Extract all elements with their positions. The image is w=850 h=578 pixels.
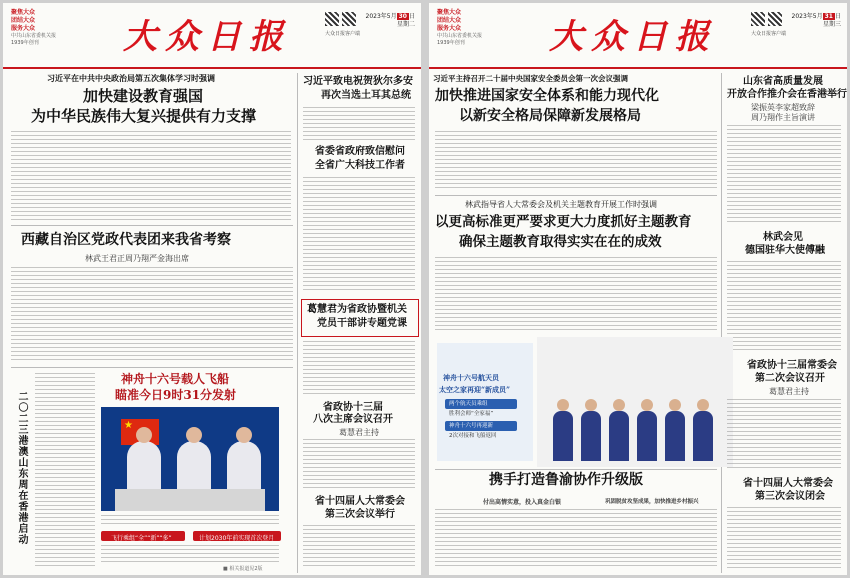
qr-codes [751, 11, 787, 37]
right-headline-8: 第三次会议闭会 [755, 491, 825, 502]
article-body [303, 177, 415, 293]
publisher: 中共山东省委机关报 [11, 33, 57, 39]
date-suffix: 日 [408, 13, 415, 20]
article-body [101, 545, 279, 563]
right-headline-7: 省十四届人大常委会 [743, 478, 833, 489]
masthead [3, 3, 421, 68]
shenzhou-headline-1: 神舟十六号载人飞船 [121, 372, 230, 386]
photo-tag-1: 两个航天员乘组 [449, 401, 488, 407]
weekday: 星期二 [396, 21, 415, 28]
weekday: 星期三 [822, 21, 841, 28]
astronaut-figure [637, 411, 657, 461]
qr-code-icon [751, 12, 765, 26]
headline-line-2: 为中华民族伟大复兴提供有力支撑 [31, 107, 257, 125]
space-station-photo [537, 337, 733, 467]
article-body [435, 131, 717, 191]
publisher: 中共山东省委机关报 [437, 33, 483, 39]
slogans [437, 9, 482, 47]
brand-logo: 大众日报 [123, 17, 291, 57]
article-body [727, 261, 841, 351]
qr-code-icon [325, 12, 339, 26]
date-prefix: 2023年5月 [791, 13, 823, 20]
lead-line: 习近平主持召开二十届中央国家安全委员会第一次会议强调 [433, 74, 628, 83]
article-body [435, 509, 717, 569]
right-headline-5: 省政协十三届 [323, 402, 383, 413]
slogans [11, 9, 56, 47]
headline-line-1: 加快建设教育强国 [83, 87, 204, 105]
right-headline-8: 第三次会议举行 [325, 509, 395, 520]
box-headline-2: 党员干部讲专题党课 [317, 318, 407, 329]
headline-2-line-2: 确保主题教育取得实实在在的成效 [459, 234, 662, 250]
headline-line-2: 以新安全格局保障新发展格局 [459, 108, 641, 124]
box-headline-1: 葛慧君为省政协暨机关 [307, 304, 407, 315]
right-subhead-2: 梁振英李家超致辞 [751, 103, 815, 112]
right-subhead-6: 葛慧君主持 [769, 387, 809, 396]
astronaut-figure [609, 411, 629, 461]
masthead-rule [429, 67, 847, 69]
article-body [303, 341, 415, 395]
slogan-1: 聚焦大众 [437, 9, 462, 16]
right-headline-7: 省十四届人大常委会 [315, 496, 405, 507]
date-day: 31 [824, 13, 833, 20]
brand-logo: 大众日报 [549, 17, 717, 57]
section-rule [11, 225, 293, 226]
section-rule [435, 195, 717, 196]
article-body [727, 399, 841, 471]
section-rule [11, 367, 293, 368]
right-headline-6: 第二次会议召开 [755, 373, 825, 384]
vertical-headline: 二〇二三港澳山东周在香港启动 [16, 391, 27, 545]
photo-caption-text [101, 515, 279, 527]
article-body [11, 131, 291, 221]
right-headline-4: 德国驻华大使傅融 [745, 245, 825, 256]
date-suffix: 日 [834, 13, 841, 20]
slogan-3: 服务大众 [11, 25, 36, 32]
photo-tag-2: 胜利会师“全家福” [449, 411, 494, 417]
right-headline-1: 山东省高质量发展 [743, 76, 823, 87]
date-block [366, 13, 415, 29]
headline-line-1: 加快推进国家安全体系和能力现代化 [435, 88, 659, 104]
masthead [429, 3, 847, 68]
right-headline-3: 林武会见 [763, 232, 803, 243]
date-block [792, 13, 841, 29]
section-rule [435, 469, 717, 470]
astronaut-figure [581, 411, 601, 461]
qr-code-icon [342, 12, 356, 26]
date-prefix: 2023年5月 [365, 13, 397, 20]
right-headline-1: 习近平致电祝贺狄尔多安 [303, 76, 413, 87]
founded: 1939年创刊 [11, 40, 39, 46]
podium [115, 489, 265, 511]
right-headline-6: 八次主席会议召开 [313, 414, 393, 425]
astronaut-figure [693, 411, 713, 461]
astronaut-photo [101, 407, 279, 511]
lead-line-2: 林武指导省人大常委会及机关主题教育开展工作时强调 [465, 200, 657, 209]
headline-tibet: 西藏自治区党政代表团来我省考察 [21, 232, 231, 248]
lead-line: 习近平在中共中央政治局第五次集体学习时强调 [47, 73, 215, 83]
founded: 1939年创刊 [437, 40, 465, 46]
photo-tag-3: 神舟十六号再迎新 [449, 423, 494, 429]
astronaut-figure [665, 411, 685, 461]
astronaut-figure [553, 411, 573, 461]
column-divider [721, 73, 722, 573]
newspaper-page-may31 [429, 3, 847, 575]
slogan-3: 服务大众 [437, 25, 462, 32]
article-body [303, 107, 415, 141]
right-headline-2: 开放合作推介会在香港举行 [727, 89, 847, 100]
article-body [303, 525, 415, 569]
right-headline-3: 省委省政府致信慰问 [315, 146, 405, 157]
qr-codes [325, 11, 361, 37]
col-subhead-2: 巩固脱贫攻坚成果，加快推进乡村振兴 [605, 499, 699, 505]
date-day: 30 [398, 13, 407, 20]
right-headline-4: 全省广大科技工作者 [315, 160, 405, 171]
page-footer: ■ 相关报道见2版 [223, 566, 263, 572]
headline-2-line-1: 以更高标准更严要求更大力度抓好主题教育 [435, 214, 692, 230]
subhead-tibet: 林武王君正周乃翔严金海出席 [85, 254, 189, 263]
tag-label-1: 飞行乘组“全”“新”“多” [111, 535, 172, 542]
slogan-2: 团结大众 [437, 17, 462, 24]
qr-code-icon [768, 12, 782, 26]
right-subhead-2b: 周乃翔作主旨演讲 [751, 113, 815, 122]
slogan-2: 团结大众 [11, 17, 36, 24]
right-headline-2: 再次当选土耳其总统 [321, 90, 411, 101]
article-body [435, 257, 717, 331]
slogan-1: 聚焦大众 [11, 9, 36, 16]
headline-3: 携手打造鲁渝协作升级版 [489, 472, 643, 488]
photo-caption-2: 太空之家再迎“新成员” [439, 385, 511, 394]
photo-tag-4: 2次对接和飞船返回 [449, 433, 497, 439]
article-body [35, 373, 95, 569]
article-body [11, 267, 293, 363]
tag-label-2: 计划2030年前实现首次登月 [199, 535, 275, 542]
right-headline-5: 省政协十三届常委会 [747, 360, 837, 371]
newspaper-page-may30 [3, 3, 421, 575]
qr-label: 大众日报客户端 [325, 31, 361, 37]
qr-label: 大众日报客户端 [751, 31, 787, 37]
column-divider [297, 73, 298, 573]
shenzhou-headline-2: 瞄准今日9时31分发射 [115, 388, 237, 402]
article-body [727, 507, 841, 569]
article-body [727, 125, 841, 225]
right-subhead-6: 葛慧君主持 [339, 428, 379, 437]
col-subhead-1: 付出高情实意，投入真金白银 [483, 499, 562, 506]
photo-caption-1: 神舟十六号航天员 [443, 373, 499, 382]
article-body [303, 439, 415, 491]
masthead-rule [3, 67, 421, 69]
